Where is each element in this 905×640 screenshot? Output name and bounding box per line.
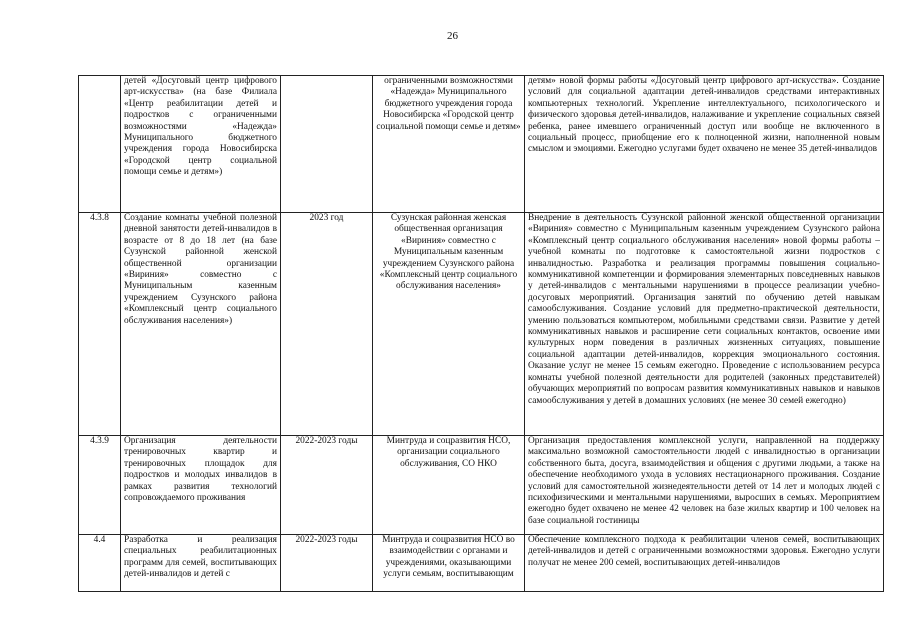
table-row xyxy=(79,436,884,535)
measure-name: детей «Досуговый центр цифрового арт-искусства» (на базе Филиала «Центр реабилитации детей и подростков с ограниченными возможностями «Надежда» Муниципального бюджетного учреждения города Новосибирска «Городской центр социальной помощи семье и детям») xyxy=(121,76,281,213)
row-number: 4.3.8 xyxy=(79,213,121,436)
measure-result: детям» новой формы работы «Досуговый центр цифрового арт-искусства». Создание условий для социальной адаптации детей-инвалидов средствами интерактивных компьютерных технологий. Укрепление интеллектуального, психологического и физического здоровья детей-инвалидов, налаживание и укрепление социальных связей ребенка, ранее имевшего ограниченный доступ или вообще не включенного в социальный процесс, приобщение его к полноценной жизни, наполненной новым смыслом и эмоциями. Ежегодно услугами будет охвачено не менее 35 детей-инвалидов xyxy=(525,76,884,213)
row-number xyxy=(79,76,121,213)
measure-result: Организация предоставления комплексной услуги, направленной на поддержку максимально возможной самостоятельности людей с инвалидностью в организации собственного быта, досуга, взаимодействия и общения с другими людьми, а также на обеспечение необходимого ухода в условиях нестационарного проживания. Создание условий для самостоятельной жизнедеятельности детей от 14 лет и молодых людей с психофизическими и ментальными нарушениями, выросших в семьях. Мероприятием ежегодно будет охвачено не менее 42 человек на базе жилых квартир и 100 человек на базе социальной гостиницы xyxy=(525,436,884,535)
measure-name: Создание комнаты учебной полезной дневной занятости детей-инвалидов в возрасте от 8 до 18 лет (на базе Сузунской районной женской общественной организации «Вириния» совместно с Муниципальным казенным учреждением Сузунского района «Комплексный центр социального обслуживания населения») xyxy=(121,213,281,436)
measure-period: 2022-2023 годы xyxy=(281,535,373,592)
page-number: 26 xyxy=(447,30,458,42)
table-row xyxy=(79,76,884,213)
table-row xyxy=(79,535,884,592)
measure-period: 2022-2023 годы xyxy=(281,436,373,535)
measure-name: Организация деятельности тренировочных квартир и тренировочных площадок для подростков и молодых инвалидов в рамках развития технологий сопровождаемого проживания xyxy=(121,436,281,535)
measure-period: 2023 год xyxy=(281,213,373,436)
measure-result: Обеспечение комплексного подхода к реабилитации членов семей, воспитывающих детей-инвалидов и детей с ограниченными возможностями здоровья. Ежегодно услуги получат не менее 200 семей, воспитывающих детей-инвалидов xyxy=(525,535,884,592)
row-number: 4.4 xyxy=(79,535,121,592)
table-row xyxy=(79,213,884,436)
measure-result: Внедрение в деятельность Сузунской районной женской общественной организации «Вириния» совместно с Муниципальным казенным учреждением Сузунского района «Комплексный центр социального обслуживания населения» новой формы работы – учебной комнаты по подготовке к самостоятельной жизни подростков с инвалидностью. Разработка и реализация программы повышения социально-коммуникативной компетенции и формирования элементарных повседневных навыков у детей-инвалидов с ментальными нарушениями в процессе реализации учебно-досуговых мероприятий. Организация занятий по обучению детей навыкам самообслуживания. Создание условий для предметно-практической деятельности, умению пользоваться компьютером, мобильными средствами связи. Развитие у детей коммуникативных навыков и расширение сети социальных контактов, освоение ими культурных норм поведения в различных жизненных ситуациях, повышение социальной адаптации детей-инвалидов, коррекция эмоционального состояния. Оказание услуг не менее 15 семьям ежегодно. Проведение с использованием ресурса комнаты учебной полезной деятельности для родителей (законных представителей) обучающих мероприятий по вопросам развития коммуникативных навыков и навыков самообслуживания у детей в домашних условиях (не менее 30 семей ежегодно) xyxy=(525,213,884,436)
row-number: 4.3.9 xyxy=(79,436,121,535)
measure-executor: Минтруда и соцразвития НСО во взаимодействии с органами и учреждениями, оказывающими услуги семьям, воспитывающим xyxy=(373,535,525,592)
measure-executor: Сузунская районная женская общественная организация «Вириния» совместно с Муниципальным казенным учреждением Сузунского района «Комплексный центр социального обслуживания населения» xyxy=(373,213,525,436)
measure-name: Разработка и реализация специальных реабилитационных программ для семей, воспитывающих детей-инвалидов и детей с xyxy=(121,535,281,592)
measure-executor: Минтруда и соцразвития НСО, организации социального обслуживания, СО НКО xyxy=(373,436,525,535)
measures-table xyxy=(78,75,884,592)
measure-period xyxy=(281,76,373,213)
measure-executor: ограниченными возможностями «Надежда» Муниципального бюджетного учреждения города Новосибирска «Городской центр социальной помощи семье и детям» xyxy=(373,76,525,213)
